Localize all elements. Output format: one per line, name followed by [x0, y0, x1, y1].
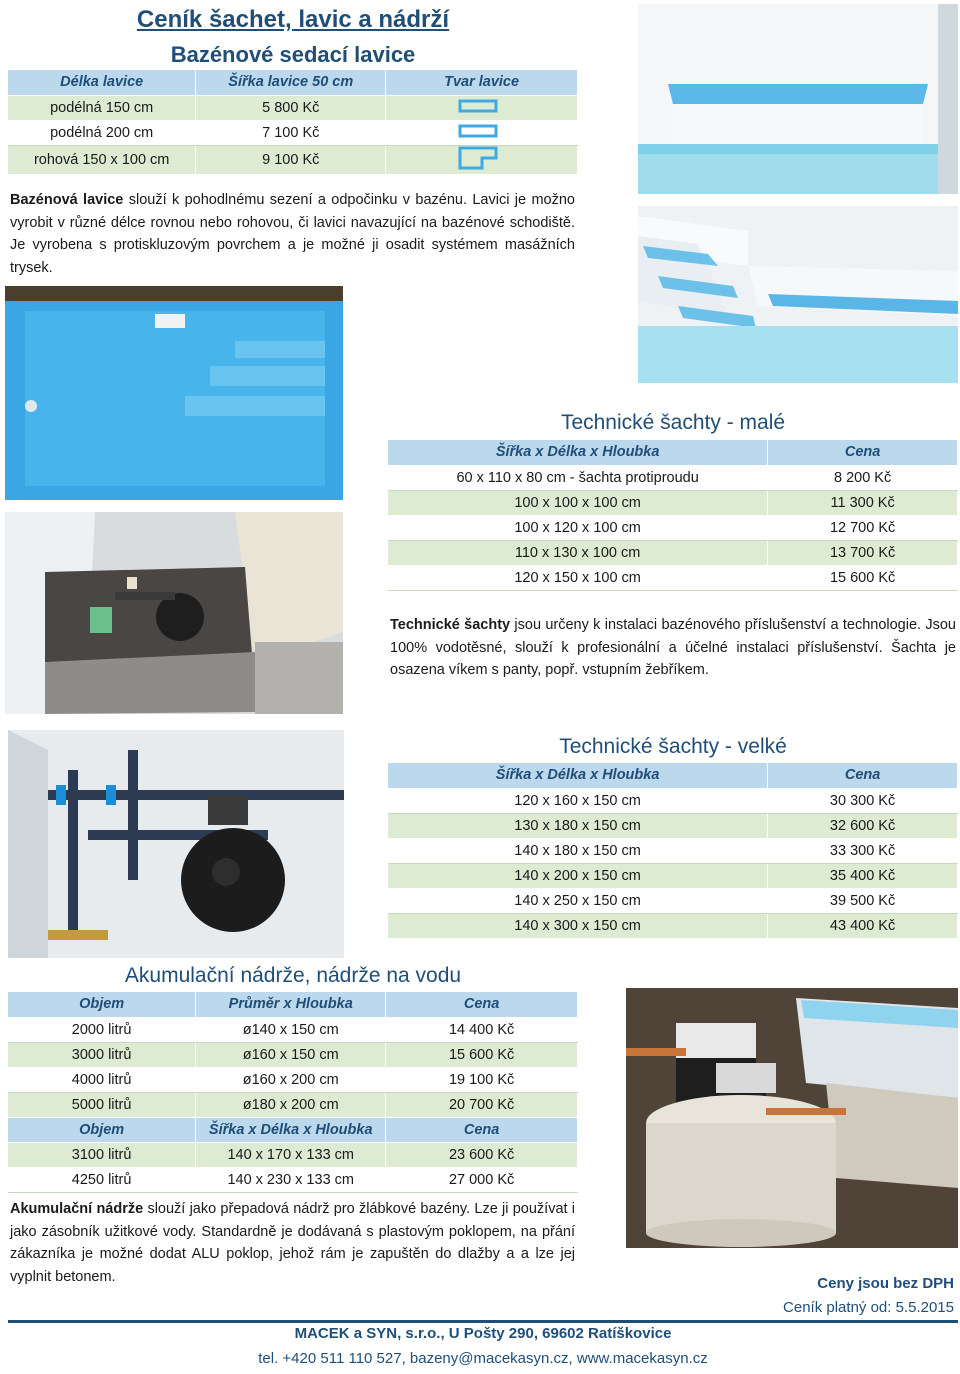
table-row	[388, 888, 958, 913]
table-header-row	[8, 1117, 578, 1142]
table-row	[8, 1067, 578, 1092]
tanks-description-lead: Akumulační nádrže	[10, 1201, 144, 1217]
small-shafts-table	[388, 440, 958, 591]
bench-price-table	[8, 70, 578, 175]
pool-steps-bench-photo	[638, 206, 958, 383]
column-header: Cena	[768, 440, 958, 465]
tank-volume: 2000 litrů	[8, 1017, 196, 1042]
shaft-size: 110 x 130 x 100 cm	[388, 540, 768, 565]
shaft-price: 15 600 Kč	[768, 565, 958, 590]
column-header: Cena	[386, 1117, 578, 1142]
bench-description	[10, 189, 575, 279]
shafts-description-text: jsou určeny k instalaci bazénového příslušenství a technologie. Jsou 100% vodotěsné, slouží k profesionální a účelné instalaci příslušenství. Šachta je osazena víkem s panty, popř. vstupním žebříkem.	[390, 617, 956, 678]
tank-size: ø160 x 150 cm	[196, 1042, 386, 1067]
tank-price: 20 700 Kč	[386, 1092, 578, 1117]
table-row	[8, 120, 578, 145]
bench-shape-cell	[386, 120, 578, 145]
table-row	[8, 1142, 578, 1167]
column-header: Průměr x Hloubka	[196, 992, 386, 1017]
column-header: Objem	[8, 992, 196, 1017]
shafts-description-lead: Technické šachty	[390, 617, 511, 633]
tank-volume: 4250 litrů	[8, 1167, 196, 1192]
pool-bench-photo	[638, 4, 958, 194]
table-header-row	[388, 763, 958, 788]
shaft-size: 140 x 250 x 150 cm	[388, 888, 768, 913]
bench-length: rohová 150 x 100 cm	[8, 145, 196, 174]
bench-shape-cell	[386, 145, 578, 174]
table-row	[388, 490, 958, 515]
table-row	[8, 1017, 578, 1042]
column-header: Objem	[8, 1117, 196, 1142]
bench-description-text: slouží k pohodlnému sezení a odpočinku v bazénu. Lavici je možno vyrobit v různé délce rovnou nebo rohovou, či lavici navazující na bazénové schodiště. Je vyrobena s protiskluzovým povrchem a je možné ji osadit systémem masážních trysek.	[10, 192, 575, 276]
shaft-size: 60 x 110 x 80 cm - šachta protiproudu	[388, 465, 768, 490]
table-row	[8, 1092, 578, 1117]
tank-price: 15 600 Kč	[386, 1042, 578, 1067]
shaft-price: 39 500 Kč	[768, 888, 958, 913]
page-title: Ceník šachet, lavic a nádrží	[136, 6, 450, 33]
blue-pool-steps-photo	[5, 286, 343, 500]
tanks-table	[8, 992, 578, 1193]
tank-price: 23 600 Kč	[386, 1142, 578, 1167]
shaft-size: 140 x 300 x 150 cm	[388, 913, 768, 938]
tank-size: 140 x 230 x 133 cm	[196, 1167, 386, 1192]
table-header-row	[8, 992, 578, 1017]
shaft-price: 8 200 Kč	[768, 465, 958, 490]
column-header: Šířka lavice 50 cm	[196, 70, 386, 95]
footer-divider	[8, 1320, 958, 1323]
shaft-price: 43 400 Kč	[768, 913, 958, 938]
table-row	[388, 540, 958, 565]
shaft-price: 11 300 Kč	[768, 490, 958, 515]
bench-section-title: Bazénové sedací lavice	[170, 42, 416, 67]
tank-size: 140 x 170 x 133 cm	[196, 1142, 386, 1167]
small-technical-shaft-photo	[5, 512, 343, 714]
shaft-price: 13 700 Kč	[768, 540, 958, 565]
tank-price: 27 000 Kč	[386, 1167, 578, 1192]
accumulation-tank-photo	[626, 988, 958, 1248]
table-header-row	[8, 70, 578, 95]
bench-description-lead: Bazénová lavice	[10, 192, 124, 208]
table-row	[388, 863, 958, 888]
tank-size: ø180 x 200 cm	[196, 1092, 386, 1117]
shaft-size: 140 x 200 x 150 cm	[388, 863, 768, 888]
corner-bench-icon	[458, 146, 498, 170]
column-header: Délka lavice	[8, 70, 196, 95]
tank-size: ø140 x 150 cm	[196, 1017, 386, 1042]
table-row	[388, 515, 958, 540]
straight-bench-icon	[458, 99, 498, 113]
table-row	[8, 1167, 578, 1192]
straight-bench-icon	[458, 124, 498, 138]
shaft-size: 140 x 180 x 150 cm	[388, 838, 768, 863]
table-row	[388, 465, 958, 490]
tank-volume: 4000 litrů	[8, 1067, 196, 1092]
tank-size: ø160 x 200 cm	[196, 1067, 386, 1092]
tank-volume: 3100 litrů	[8, 1142, 196, 1167]
large-shafts-title: Technické šachty - velké	[559, 735, 787, 758]
vat-note: Ceny jsou bez DPH	[817, 1275, 954, 1292]
bench-length: podélná 200 cm	[8, 120, 196, 145]
large-shafts-table	[388, 763, 958, 939]
table-row	[388, 838, 958, 863]
column-header: Cena	[768, 763, 958, 788]
table-row	[8, 1042, 578, 1067]
bench-price: 5 800 Kč	[196, 95, 386, 120]
company-contact: tel. +420 511 110 527, bazeny@macekasyn.cz, www.macekasyn.cz	[258, 1350, 708, 1367]
shaft-price: 32 600 Kč	[768, 813, 958, 838]
bench-shape-cell	[386, 95, 578, 120]
large-technical-shaft-photo	[8, 730, 344, 958]
tank-volume: 5000 litrů	[8, 1092, 196, 1117]
table-row	[388, 788, 958, 813]
column-header: Tvar lavice	[386, 70, 578, 95]
shaft-price: 33 300 Kč	[768, 838, 958, 863]
bench-price: 9 100 Kč	[196, 145, 386, 174]
column-header: Šířka x Délka x Hloubka	[196, 1117, 386, 1142]
column-header: Šířka x Délka x Hloubka	[388, 763, 768, 788]
shaft-size: 120 x 150 x 100 cm	[388, 565, 768, 590]
shaft-size: 100 x 120 x 100 cm	[388, 515, 768, 540]
shaft-size: 130 x 180 x 150 cm	[388, 813, 768, 838]
tank-volume: 3000 litrů	[8, 1042, 196, 1067]
table-row	[388, 913, 958, 938]
tank-price: 14 400 Kč	[386, 1017, 578, 1042]
shaft-size: 100 x 100 x 100 cm	[388, 490, 768, 515]
tanks-description-text: slouží jako přepadová nádrž pro žlábkové bazény. Lze ji používat i jako zásobník užitkové vody. Standardně je dodávaná s plastovým poklopem, na přání zákazníka je možné dodat ALU poklop, jehož rám je zapuštěn do dlažby a a lze jej vyplnit betonem.	[10, 1201, 576, 1285]
tanks-title: Akumulační nádrže, nádrže na vodu	[124, 964, 462, 987]
company-address: MACEK a SYN, s.r.o., U Pošty 290, 69602 Ratíškovice	[294, 1325, 672, 1342]
shaft-price: 35 400 Kč	[768, 863, 958, 888]
table-row	[8, 145, 578, 174]
table-header-row	[388, 440, 958, 465]
tank-price: 19 100 Kč	[386, 1067, 578, 1092]
shaft-size: 120 x 160 x 150 cm	[388, 788, 768, 813]
tanks-description	[10, 1198, 575, 1288]
small-shafts-title: Technické šachty - malé	[560, 411, 786, 434]
column-header: Šířka x Délka x Hloubka	[388, 440, 768, 465]
shaft-price: 30 300 Kč	[768, 788, 958, 813]
table-row	[388, 813, 958, 838]
price-list-valid-date: Ceník platný od: 5.5.2015	[783, 1299, 954, 1316]
table-row	[388, 565, 958, 590]
bench-price: 7 100 Kč	[196, 120, 386, 145]
table-row	[8, 95, 578, 120]
shafts-description	[390, 614, 956, 682]
bench-length: podélná 150 cm	[8, 95, 196, 120]
column-header: Cena	[386, 992, 578, 1017]
shaft-price: 12 700 Kč	[768, 515, 958, 540]
